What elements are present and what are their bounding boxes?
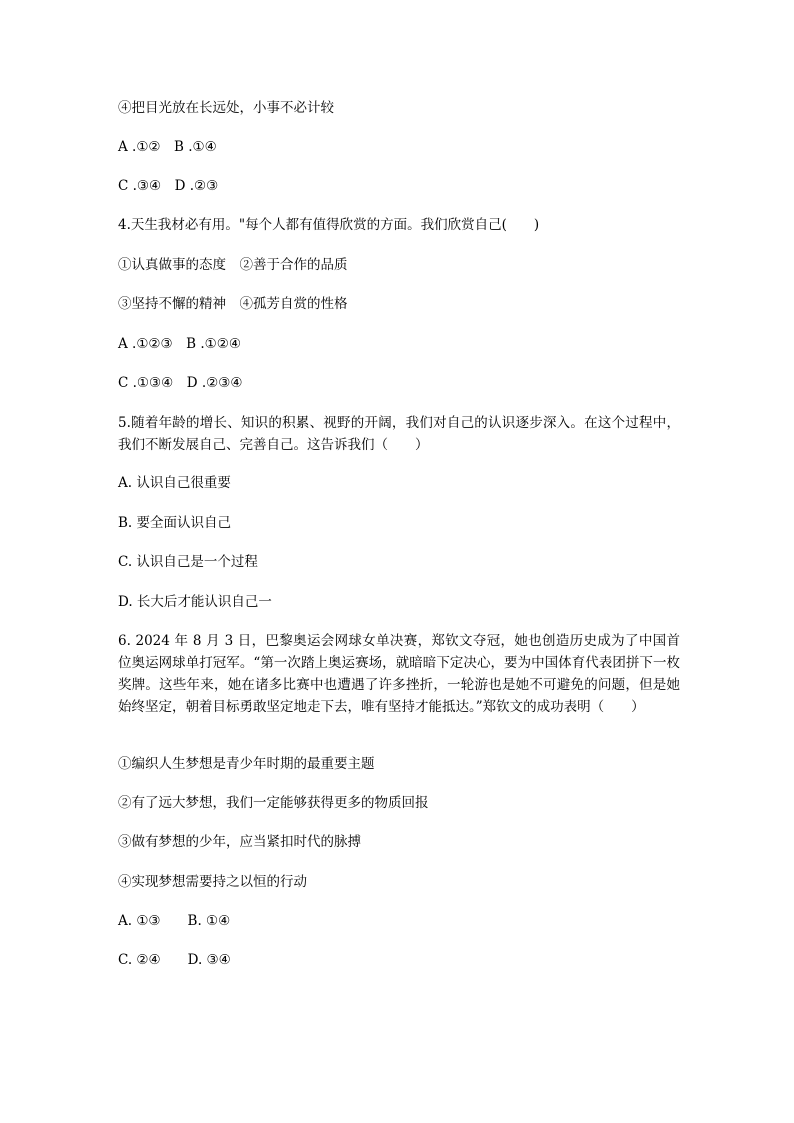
q3-options-ab: A .①② B .①④ — [118, 139, 217, 155]
q5-option-b: B. 要全面认识自己 — [118, 515, 232, 531]
q6-options-cd: C. ②④ D. ③④ — [118, 952, 231, 968]
q4-options-ab: A .①②③ B .①②④ — [118, 336, 241, 352]
q5-option-c: C. 认识自己是一个过程 — [118, 554, 258, 570]
q6-options-ab: A. ①③ B. ①④ — [118, 913, 231, 929]
q5-option-d: D. 长大后才能认识自己一 — [118, 594, 272, 610]
q4-stem: 4.天生我材必有用。"每个人都有值得欣赏的方面。我们欣赏自己( ) — [118, 217, 540, 233]
q4-options-cd: C .①③④ D .②③④ — [118, 375, 243, 391]
q6-item-3: ③做有梦想的少年，应当紧扣时代的脉搏 — [118, 834, 361, 850]
q3-options-cd: C .③④ D .②③ — [118, 178, 219, 194]
q5-option-a: A. 认识自己很重要 — [118, 475, 231, 491]
q6-stem: 6. 2024 年 8 月 3 日，巴黎奥运会网球女单决赛，郑钦文夺冠，她也创造历史成为了中国首位奥运网球单打冠军。“第一次踏上奥运赛场，就暗暗下定决心，要为中国体育代表团拼下一枚奖牌。这些年来，她在诸多比赛中也遭遇了许多挫折，一轮游也是她不可避免的问题，但是她始终坚定，朝着目标勇敢坚定地走下去，唯有坚持才能抵达。”郑钦文的成功表明（ ） — [118, 633, 680, 715]
q6-item-2: ②有了远大梦想，我们一定能够获得更多的物质回报 — [118, 795, 429, 811]
q4-items-3-4: ③坚持不懈的精神 ④孤芳自赏的性格 — [118, 296, 348, 312]
q6-item-4: ④实现梦想需要持之以恒的行动 — [118, 874, 307, 890]
q5-stem: 5.随着年龄的增长、知识的积累、视野的开阔，我们对自己的认识逐步深入。在这个过程中，我们不断发展自己、完善自己。这告诉我们（ ） — [118, 415, 680, 453]
q3-item-4: ④把目光放在长远处，小事不必计较 — [118, 100, 334, 116]
q4-items-1-2: ①认真做事的态度 ②善于合作的品质 — [118, 257, 348, 273]
q6-item-1: ①编织人生梦想是青少年时期的最重要主题 — [118, 756, 375, 772]
